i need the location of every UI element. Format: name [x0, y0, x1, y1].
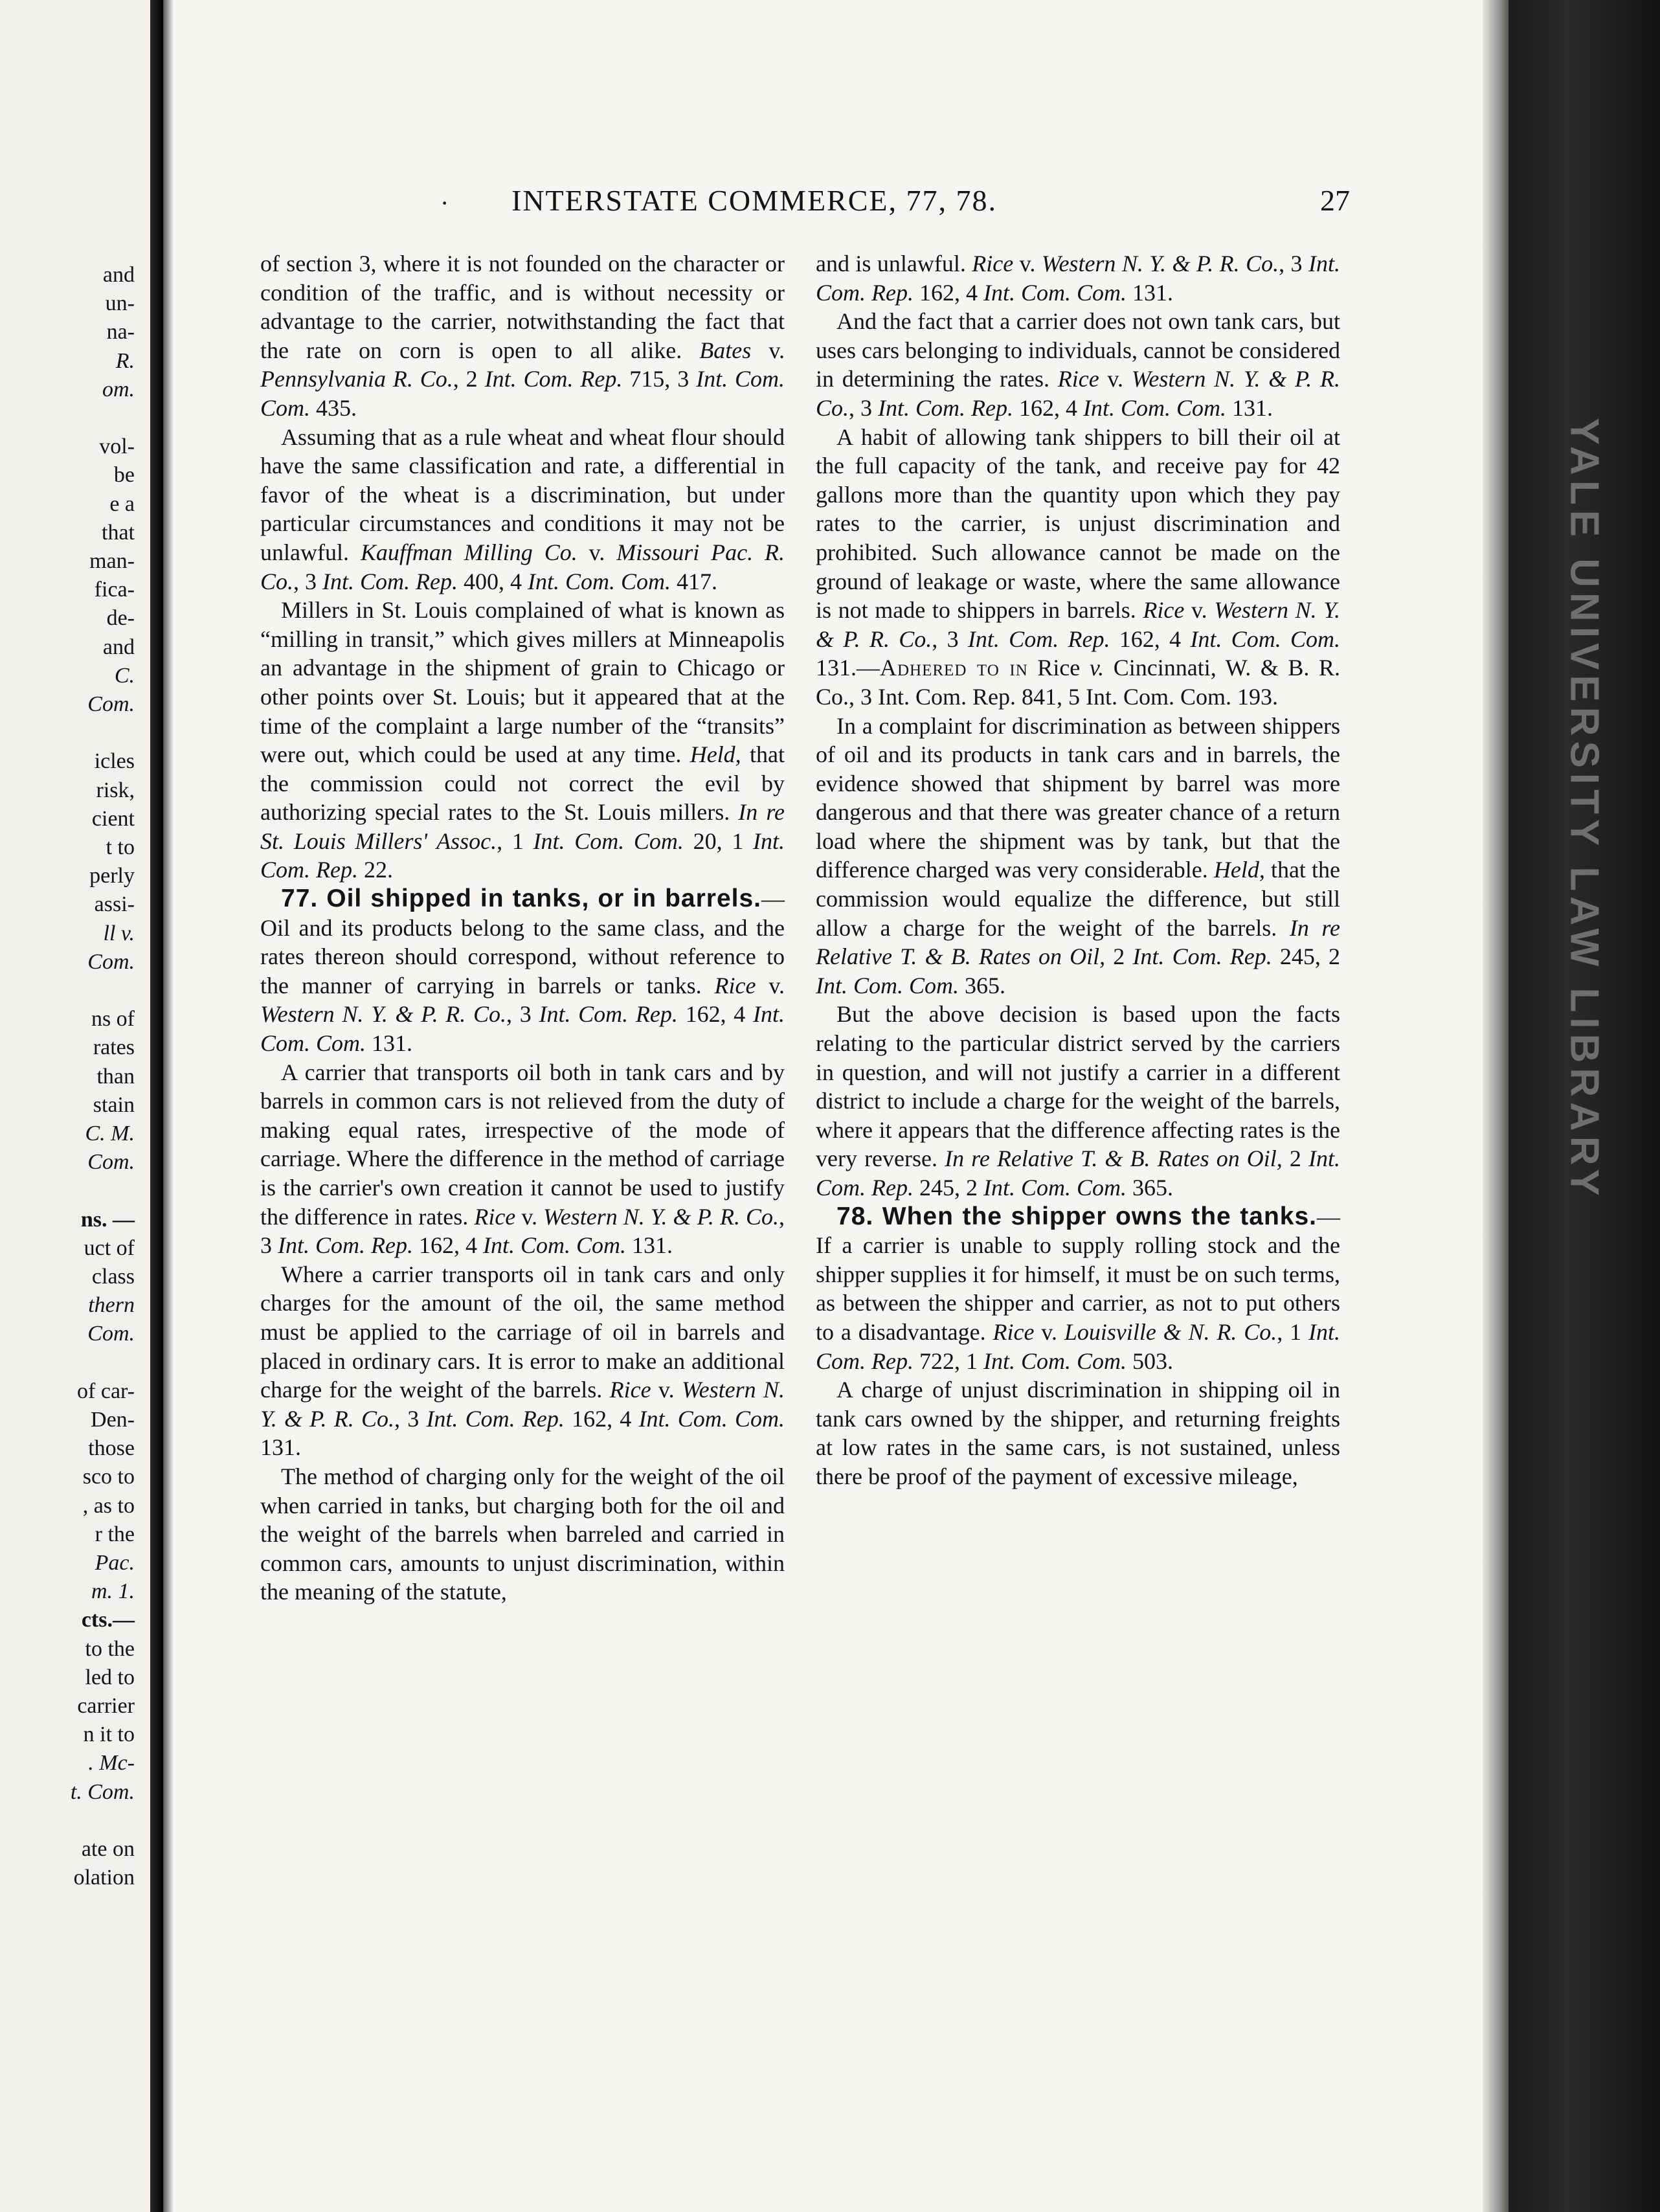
- citation-italic: Rice: [609, 1377, 651, 1403]
- text-run: 503.: [1127, 1348, 1173, 1374]
- left-page-fragment: C.: [114, 663, 135, 688]
- text-run: Where a carrier transports oil in tank cars and only charges for the amount of the oil, the same method must be applied to the carriage of oil in barrels and placed in ordinary cars. It is error to make an additional charge for the weight of the barrels.: [260, 1261, 785, 1403]
- text-run: v.: [515, 1203, 544, 1230]
- text-run: v.: [577, 539, 617, 565]
- citation-italic: Western N. Y. & P. R. Co.: [816, 366, 1340, 421]
- text-run: , 3: [932, 626, 968, 652]
- left-page-fragment: stain: [93, 1092, 135, 1117]
- text-run: , 3: [293, 568, 323, 594]
- citation-italic: Held,: [690, 741, 741, 768]
- text-run: 245, 2: [1272, 943, 1340, 970]
- text-run: And the fact that a carrier does not own tank cars, but uses cars belonging to individuals, cannot be considered in determining the rates.: [816, 308, 1340, 392]
- text-run: v.: [1034, 1318, 1064, 1345]
- left-page-fragment: un-: [105, 291, 135, 316]
- left-page-fragment: na-: [106, 320, 135, 344]
- text-run: 245, 2: [913, 1175, 983, 1201]
- citation-italic: Int. Com. Rep.: [878, 394, 1013, 421]
- text-run: 162, 4: [1110, 626, 1191, 652]
- text-run: 2: [1282, 1146, 1308, 1172]
- left-page-fragment: cient: [91, 806, 135, 831]
- text-run: of section 3, where it is not founded on the character or condition of the traffic, and is without necessity or advantage to the carrier, notwithstanding the fact that the rate on corn is open to all alike.: [260, 251, 785, 363]
- left-page-fragment: om.: [102, 377, 135, 401]
- citation-italic: Int. Com. Rep.: [539, 1001, 678, 1028]
- text-paragraph: [816, 712, 1340, 1000]
- section-heading: 77. Oil shipped in tanks, or in barrels.: [281, 885, 761, 913]
- left-page-fragment: risk,: [96, 778, 135, 802]
- left-page-fragment: ns. —: [80, 1207, 135, 1232]
- citation-italic: Int. Com. Com.: [983, 279, 1127, 306]
- left-page-fragment: and: [102, 263, 135, 287]
- citation-italic: Western N. Y. & P. R. Co.: [260, 1001, 507, 1028]
- text-run: 365.: [959, 972, 1006, 999]
- left-page-fragment: Com.: [87, 1150, 135, 1175]
- left-page-fragment: ate on: [81, 1837, 135, 1861]
- citation-italic: Rice: [1057, 366, 1099, 392]
- citation-italic: Int. Com. Rep.: [1132, 943, 1272, 970]
- citation-italic: Kauffman Milling Co.: [360, 539, 578, 565]
- text-run: Assuming that as a rule wheat and wheat flour should have the same classification and rate, a differential in favor of the wheat is a discrimination, but under particular circumstances and conditions it may not be unlawful.: [260, 423, 785, 565]
- citation-italic: Int. Com. Rep.: [816, 1318, 1340, 1374]
- text-run: 131.—: [816, 655, 880, 681]
- text-paragraph: [260, 249, 785, 423]
- citation-italic: Western N. Y. & P. R. Co.: [816, 597, 1340, 652]
- citation-italic: Rice: [474, 1203, 516, 1230]
- text-run: that the commission would equalize the difference, but still allow a charge for the weight of the barrels.: [816, 857, 1340, 941]
- left-page-fragment: t. Com.: [70, 1779, 135, 1804]
- citation-italic: Int. Com. Com.: [1082, 394, 1226, 421]
- left-text-column: [260, 249, 785, 1607]
- left-page-fragment: n it to: [83, 1722, 135, 1747]
- text-run: , 1: [1277, 1318, 1308, 1345]
- text-run: , 1: [497, 828, 533, 854]
- left-page-fragment: cts.—: [81, 1608, 135, 1632]
- text-run: 2: [1105, 943, 1133, 970]
- citation-italic: v.: [1089, 655, 1105, 681]
- left-page-fragment: of car-: [77, 1379, 135, 1403]
- left-page-fragment: to the: [85, 1636, 135, 1661]
- citation-italic: In re Relative T. & B. Rates on Oil,: [945, 1146, 1283, 1172]
- left-page-fragment: carrier: [77, 1694, 135, 1718]
- text-run: that the commission could not correct the evil by authorizing special rates to the St. Louis millers.: [260, 741, 785, 826]
- text-run: —If a carrier is unable to supply rolling stock and the shipper supplies it for himself, it must be on such terms, as between the shipper and carrier, as not to put others to a disadvantage.: [816, 1203, 1340, 1345]
- left-page-fragment: rates: [93, 1035, 135, 1060]
- left-page-fragment: sco to: [82, 1465, 135, 1489]
- left-page-fragment: ns of: [91, 1007, 135, 1032]
- citation-italic: In re St. Louis Millers' Assoc.: [260, 799, 785, 854]
- citation-italic: Held,: [1213, 857, 1265, 883]
- citation-italic: Pennsylvania R. Co.: [260, 366, 453, 392]
- citation-italic: Int. Com. Rep.: [484, 366, 623, 392]
- text-run: v.: [756, 972, 785, 999]
- text-run: 162, 4: [412, 1232, 483, 1259]
- left-page-fragment: r the: [95, 1522, 135, 1546]
- text-run: , 3: [394, 1405, 427, 1432]
- right-text-column: [816, 249, 1340, 1491]
- text-run: v.: [1013, 251, 1042, 276]
- text-run: v.: [651, 1377, 682, 1403]
- left-page-fragment: vol-: [99, 435, 135, 459]
- left-page-fragment: be: [113, 463, 135, 488]
- text-run: 131.: [1226, 394, 1273, 421]
- page-number: 27: [1320, 184, 1350, 217]
- citation-italic: Western N. Y. & P. R. Co.: [260, 1377, 785, 1432]
- left-page-fragment: t to: [106, 835, 135, 859]
- left-page-fragment: class: [91, 1265, 135, 1289]
- text-run: 131.: [260, 1434, 301, 1461]
- citation-italic: Int. Com. Rep.: [322, 568, 458, 594]
- text-paragraph: [816, 307, 1340, 422]
- text-run: , 3: [849, 394, 879, 421]
- citation-italic: Int. Com. Rep.: [816, 251, 1340, 306]
- left-page-fragment: e a: [109, 491, 135, 516]
- text-run: v.: [1184, 597, 1215, 624]
- citation-italic: Int. Com. Com.: [527, 568, 671, 594]
- left-page-fragment: C. M.: [85, 1122, 135, 1146]
- citation-italic: Int. Com. Rep.: [967, 626, 1110, 652]
- section-heading: 78. When the shipper owns the tanks.: [836, 1202, 1317, 1230]
- citation-italic: Int. Com. Com.: [1190, 626, 1341, 652]
- left-page-fragment: Den-: [91, 1408, 135, 1432]
- text-run: , 3: [506, 1001, 539, 1028]
- text-run: and is unlawful.: [816, 251, 972, 276]
- text-paragraph: [260, 885, 785, 1058]
- left-page-fragment: m. 1.: [91, 1579, 135, 1604]
- text-run: 131.: [625, 1232, 673, 1259]
- left-page-fragment: that: [102, 520, 135, 545]
- left-page-fragment: Com.: [87, 692, 135, 716]
- text-run: 417.: [671, 568, 717, 594]
- text-run: But the above decision is based upon the facts relating to the particular district served by the carriers in question, and will not justify a carrier in a different district to include a charge for the weight of the barrels, where it appears that the difference affecting rates is the very reverse.: [816, 1001, 1340, 1172]
- running-header: INTERSTATE COMMERCE, 77, 78.: [511, 184, 997, 217]
- text-run: A charge of unjust discrimination in shipping oil in tank cars owned by the shipper, and returning freights at low rates in the same cars, is not sustained, unless there be proof of the payment of excessive mileage,: [816, 1377, 1340, 1489]
- citation-italic: Int. Com. Com.: [983, 1175, 1127, 1201]
- text-paragraph: [816, 1375, 1340, 1491]
- left-page-fragment: Pac.: [95, 1551, 135, 1575]
- gutter-shadow: [163, 0, 174, 2212]
- citation-italic: Int. Com. Com.: [482, 1232, 626, 1259]
- left-page-fragment: Com.: [87, 1322, 135, 1346]
- text-run: 722, 1: [913, 1348, 983, 1374]
- citation-italic: Louisville & N. R. Co.: [1064, 1318, 1277, 1345]
- text-run: Rice: [1027, 655, 1090, 681]
- left-page-fragment: , as to: [82, 1493, 135, 1518]
- left-page-fragment: led to: [85, 1665, 135, 1689]
- text-run: Adhered to in: [880, 655, 1028, 681]
- left-page-fragment: icles: [94, 749, 135, 774]
- text-paragraph: [260, 1260, 785, 1462]
- citation-italic: Western N. Y. & P. R. Co.: [1041, 251, 1279, 276]
- citation-italic: Western N. Y. & P. R. Co.: [543, 1203, 780, 1230]
- left-page-fragment: olation: [73, 1866, 135, 1890]
- text-run: 715, 3: [622, 366, 697, 392]
- citation-italic: Int. Com. Com.: [983, 1348, 1127, 1374]
- left-page-fragment: ll v.: [103, 921, 135, 945]
- citation-italic: Int. Com. Rep.: [426, 1405, 565, 1432]
- text-run: 162, 4: [677, 1001, 754, 1028]
- citation-italic: Rice: [714, 972, 756, 999]
- text-run: , 3: [260, 1203, 785, 1259]
- text-run: Cincinnati, W. & B. R. Co., 3 Int. Com. Rep. 841, 5 Int. Com. Com. 193.: [816, 655, 1340, 710]
- left-page-fragment: thern: [88, 1293, 135, 1318]
- text-run: 365.: [1127, 1175, 1173, 1201]
- text-run: 131.: [366, 1030, 413, 1057]
- book-gutter: [150, 0, 163, 2212]
- text-paragraph: [260, 423, 785, 596]
- citation-italic: Int. Com. Com.: [533, 828, 684, 854]
- text-paragraph: [816, 1000, 1340, 1202]
- citation-italic: Int. Com. Com.: [260, 366, 785, 421]
- text-paragraph: [260, 1058, 785, 1260]
- left-page-fragment: uct of: [84, 1236, 135, 1260]
- text-run: A carrier that transports oil both in tank cars and by barrels in common cars is not relieved from the duty of making equal rates, irrespective of the mode of carriage. Where the difference in the method of carriage is the carrier's own creation it cannot be used to justify the difference in rates.: [260, 1059, 785, 1230]
- text-paragraph: [816, 1202, 1340, 1376]
- text-run: v.: [1099, 366, 1132, 392]
- text-run: —Oil and its products belong to the same class, and the rates thereon should correspond, without reference to the manner of carrying in barrels or tanks.: [260, 886, 785, 999]
- text-run: 162, 4: [1013, 394, 1083, 421]
- citation-italic: Int. Com. Com.: [816, 972, 959, 999]
- citation-italic: Int. Com. Rep.: [260, 828, 785, 883]
- text-run: A habit of allowing tank shippers to bill their oil at the full capacity of the tank, and receive pay for 42 gallons more than the quantity upon which they pay rates to the carrier, is unjust discrimination and prohibited. Such allowance cannot be made on the ground of leakage or waste, where the same allowance is not made to shippers in barrels.: [816, 423, 1340, 624]
- text-run: 20, 1: [683, 828, 754, 854]
- citation-italic: Missouri Pac. R. Co.: [260, 539, 785, 594]
- citation-italic: In re Relative T. & B. Rates on Oil,: [816, 914, 1340, 970]
- citation-italic: Int. Com. Rep.: [278, 1232, 413, 1259]
- left-page-fragment: those: [88, 1436, 135, 1461]
- spine-stamp-text: YALE UNIVERSITY LAW LIBRARY: [1562, 418, 1607, 1201]
- spine-library-stamp: [1509, 259, 1660, 1360]
- left-page-fragment: than: [96, 1064, 135, 1089]
- text-run: 162, 4: [913, 279, 983, 306]
- text-run: 22.: [357, 857, 393, 883]
- text-paragraph: [816, 249, 1340, 307]
- text-run: v.: [751, 337, 785, 363]
- text-run: 131.: [1127, 279, 1173, 306]
- text-run: 400, 4: [457, 568, 528, 594]
- text-run: In a complaint for discrimination as between shippers of oil and its products in tank cars and in barrels, the evidence showed that shipment by barrel was more dangerous and that there was greater chance of a return load where the shipment was by tank, but that the difference charged was very considerable.: [816, 712, 1340, 883]
- citation-italic: Int. Com. Com.: [638, 1405, 785, 1432]
- left-page-fragment: man-: [89, 549, 135, 573]
- left-page-fragment: perly: [89, 864, 135, 888]
- text-run: 162, 4: [564, 1405, 639, 1432]
- text-paragraph: [260, 1462, 785, 1607]
- citation-italic: Rice: [972, 251, 1014, 276]
- text-run: , 2: [453, 366, 485, 392]
- header-ornament-dot: ·: [440, 188, 449, 218]
- citation-italic: Bates: [699, 337, 752, 363]
- left-page-fragment: assi-: [94, 892, 135, 917]
- citation-italic: Int. Com. Com.: [260, 1001, 785, 1057]
- text-paragraph: [260, 596, 785, 885]
- left-page-fragment: Com.: [87, 949, 135, 974]
- left-page-fragment: de-: [106, 606, 135, 631]
- left-page-fragment: and: [102, 635, 135, 659]
- page-fore-edge: [1483, 0, 1509, 2212]
- text-paragraph: [816, 423, 1340, 712]
- left-facing-page-edge: [0, 0, 150, 2212]
- text-run: , 3: [1279, 251, 1308, 276]
- left-page-fragment: R.: [115, 348, 135, 373]
- left-page-fragment: fica-: [94, 578, 135, 602]
- text-run: The method of charging only for the weight of the oil when carried in tanks, but charging both for the oil and the weight of the barrels when barreled and carried in common cars, amounts to unjust discrimination, within the meaning of the statute,: [260, 1463, 785, 1605]
- citation-italic: Rice: [993, 1318, 1035, 1345]
- left-page-fragment: . Mc-: [88, 1751, 135, 1776]
- citation-italic: Rice: [1143, 597, 1185, 624]
- citation-italic: Int. Com. Rep.: [816, 1146, 1340, 1201]
- text-run: 435.: [310, 394, 357, 421]
- text-run: Millers in St. Louis complained of what is known as “milling in transit,” which gives millers at Minneapolis an advantage in the shipment of grain to Chicago or other points over St. Louis; but it appeared that at the time of the complaint a large number of the “transits” were out, which could be used at any time.: [260, 597, 785, 768]
